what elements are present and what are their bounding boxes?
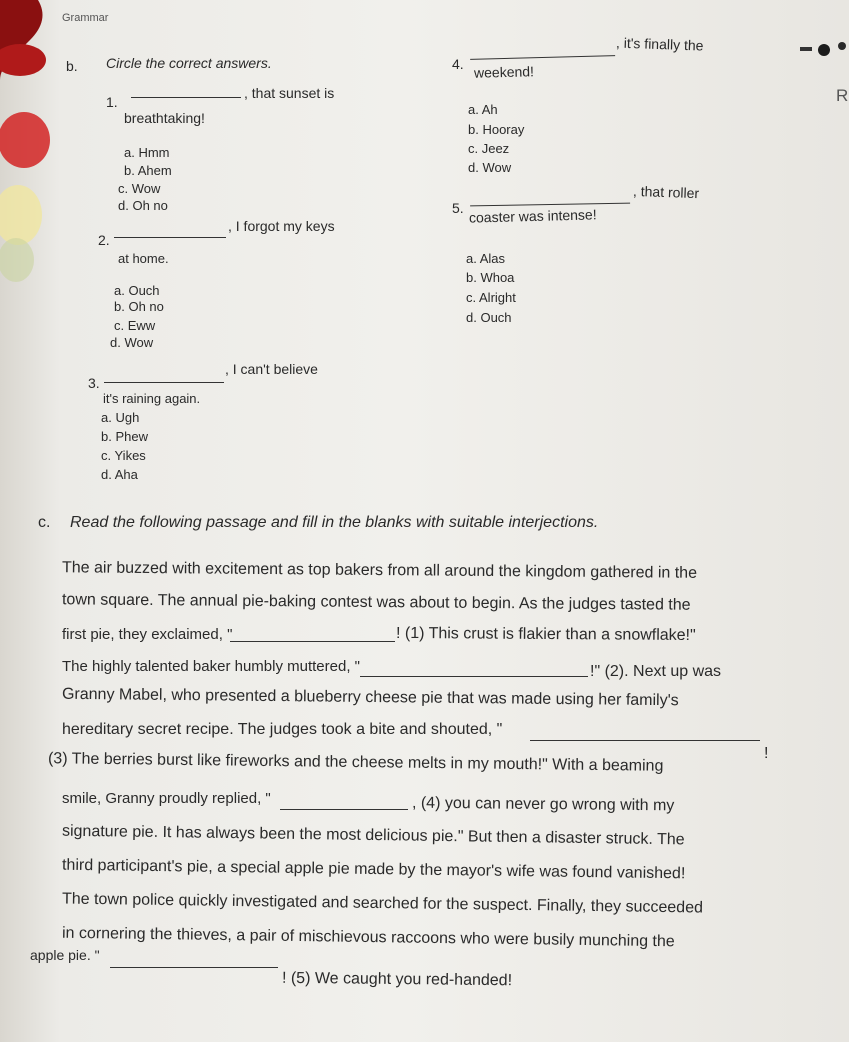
question-1-option[interactable]: b. Ahem [124,163,172,178]
question-2-option[interactable]: b. Oh no [114,299,164,314]
question-2-option[interactable]: c. Eww [114,318,156,333]
question-4-option[interactable]: b. Hooray [468,122,525,137]
passage-blank-3[interactable] [530,726,760,741]
section-title: Grammar [62,12,109,24]
question-4-option[interactable]: a. Ah [468,102,498,117]
question-1-continuation: breathtaking! [124,110,205,126]
question-4-option[interactable]: d. Wow [468,160,512,175]
passage-line: first pie, they exclaimed, " [62,626,233,643]
question-2-continuation: at home. [118,251,169,266]
passage-line: apple pie. " [30,947,100,963]
question-5-option[interactable]: c. Alright [466,290,516,305]
passage-blank-2[interactable] [360,662,588,677]
question-5-option[interactable]: b. Whoa [466,270,515,285]
passage-blank-1[interactable] [230,627,395,642]
passage-line: , (4) you can never go wrong with my [411,794,675,815]
passage-line: signature pie. It has always been the most delicious pie." But then a disaster struck. The [61,822,685,849]
question-3-option[interactable]: a. Ugh [101,410,140,425]
question-4-text: , it's finally the [615,34,704,54]
question-3-continuation: it's raining again. [103,391,201,406]
question-3-number: 3. [88,375,100,391]
question-4-continuation: weekend! [473,63,535,81]
question-2-blank[interactable] [114,225,226,238]
question-5-number: 5. [452,200,464,216]
passage-line: ! (1) This crust is flakier than a snowflake!" [395,624,696,645]
passage-line: ! (5) We caught you red-handed! [281,969,513,990]
question-3-text: , I can't believe [225,361,318,377]
part-b-label: b. [66,58,78,74]
question-1-option[interactable]: a. Hmm [124,145,170,160]
question-5-option[interactable]: a. Alas [466,251,506,266]
binder-clip-icon [0,0,60,300]
dots-decoration-icon [790,38,849,68]
passage-line: hereditary secret recipe. The judges took a bite and shouted, " [62,721,503,738]
question-4-number: 4. [452,56,464,72]
question-2-option[interactable]: a. Ouch [114,283,160,298]
question-1-text: , that sunset is [244,85,335,101]
passage-line: smile, Granny proudly replied, " [62,790,271,807]
question-1-option[interactable]: c. Wow [118,181,161,196]
question-1-number: 1. [106,94,118,110]
passage-line: third participant's pie, a special apple pie made by the mayor's wife was found vanished! [61,856,686,883]
question-3-option[interactable]: b. Phew [101,429,148,444]
passage-blank-5[interactable] [110,953,278,968]
passage-line: Granny Mabel, who presented a blueberry cheese pie that was made using her family's [61,685,679,710]
passage-line: town square. The annual pie-baking contest was about to begin. As the judges tasted the [61,591,691,614]
passage-line: !" (2). Next up was [590,663,722,680]
question-3-option[interactable]: c. Yikes [101,448,146,463]
question-4-option[interactable]: c. Jeez [468,141,510,156]
question-2-text: , I forgot my keys [228,218,335,234]
passage-blank-4[interactable] [280,795,408,810]
question-5-option[interactable]: d. Ouch [466,310,512,325]
question-2-number: 2. [98,232,110,248]
passage-line: The air buzzed with excitement as top bakers from all around the kingdom gathered in the [61,559,698,582]
part-c-instruction: Read the following passage and fill in the blanks with suitable interjections. [70,514,599,531]
part-c-label: c. [38,514,51,531]
question-1-blank[interactable] [131,85,241,98]
edge-letter: R [836,86,849,105]
question-4-blank[interactable] [470,43,615,60]
passage-line: The town police quickly investigated and searched for the suspect. Finally, they succeeded [61,890,704,917]
question-5-continuation: coaster was intense! [468,206,597,226]
passage-line: The highly talented baker humbly muttered, " [62,658,360,675]
question-5-text: , that roller [632,182,700,202]
question-5-blank[interactable] [470,191,630,207]
passage-line: (3) The berries burst like fireworks and the cheese melts in my mouth!" With a beaming [47,750,664,775]
part-b-instruction: Circle the correct answers. [106,55,272,71]
question-1-option[interactable]: d. Oh no [118,198,168,213]
question-3-blank[interactable] [104,370,224,383]
passage-line: in cornering the thieves, a pair of mischievous raccoons who were busily munching the [61,924,675,951]
question-3-option[interactable]: d. Aha [101,467,138,482]
question-2-option[interactable]: d. Wow [110,335,154,350]
passage-line: ! [764,745,769,762]
